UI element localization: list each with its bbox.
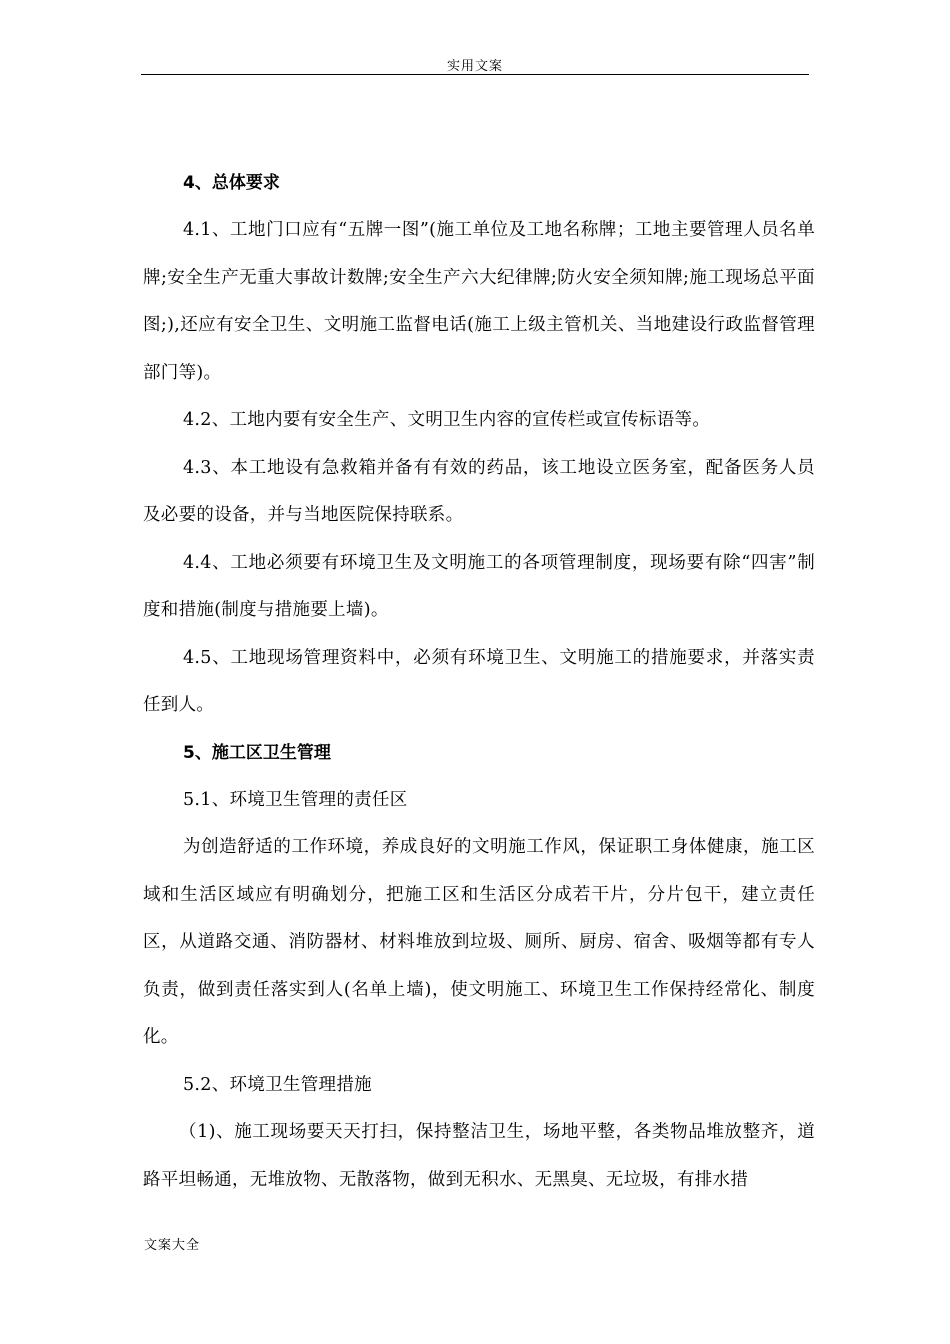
paragraph-4-5: 4.5、工地现场管理资料中，必须有环境卫生、文明施工的措施要求，并落实责任到人。 [143, 647, 815, 715]
paragraph-4-4: 4.4、工地必须要有环境卫生及文明施工的各项管理制度，现场要有除“四害”制度和措施(制度与措施要上墙)。 [143, 552, 815, 620]
subheading-5-2: 5.2、环境卫生管理措施 [183, 1074, 372, 1095]
page-footer: 文案大全 [144, 1238, 201, 1253]
paragraph-4-1: 4.1、工地门口应有“五牌一图”(施工单位及工地名称牌；工地主要管理人员名单牌;安全生产无重大事故计数牌;安全生产六大纪律牌;防火安全须知牌;施工现场总平面图;),还应有安全卫生、文明施工监督电话(施工上级主管机关、当地建设行政监督管理部门等)。 [143, 220, 815, 383]
paragraph-4-2: 4.2、工地内要有安全生产、文明卫生内容的宣传栏或宣传标语等。 [183, 410, 711, 430]
section-4-heading: 4、总体要求 [183, 173, 280, 193]
document-body [143, 160, 815, 1204]
page-header [141, 52, 809, 75]
paragraph-5-2-1: （1)、施工现场要天天打扫，保持整洁卫生，场地平整，各类物品堆放整齐，道路平坦畅通，无堆放物、无散落物，做到无积水、无黑臭、无垃圾，有排水措 [143, 1122, 815, 1190]
subheading-5-1: 5.1、环境卫生管理的责任区 [183, 789, 408, 810]
header-title: 实用文案 [446, 59, 503, 74]
section-5-heading: 5、施工区卫生管理 [183, 742, 331, 763]
paragraph-4-3: 4.3、本工地设有急救箱并备有有效的药品，该工地设立医务室，配备医务人员及必要的设备，并与当地医院保持联系。 [143, 457, 815, 525]
paragraph-5-1: 为创造舒适的工作环境，养成良好的文明施工作风，保证职工身体健康，施工区域和生活区域应有明确划分，把施工区和生活区分成若干片，分片包干，建立责任区，从道路交通、消防器材、材料堆放到垃圾、厕所、厨房、宿舍、吸烟等都有专人负责，做到责任落实到人(名单上墙)，使文明施工、环境卫生工作保持经常化、制度化。 [143, 837, 815, 1047]
